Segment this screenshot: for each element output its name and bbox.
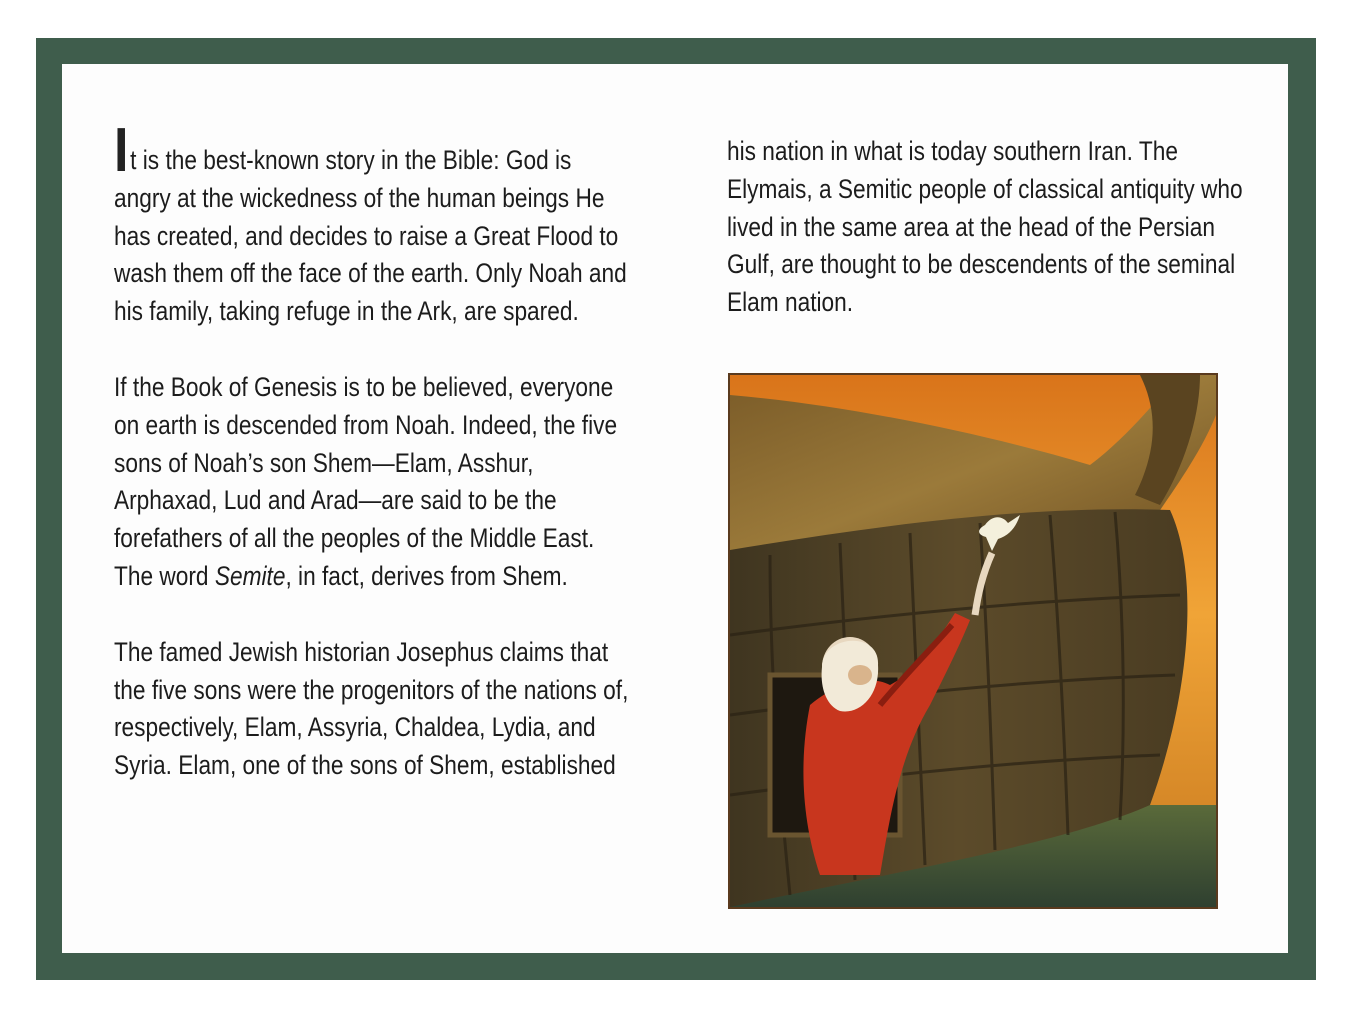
drop-cap: I [114,116,129,185]
paragraph-4: his nation in what is today southern Iran. The Elymais, a Semitic people of classical antiquity who lived in the same area at the head of the Persian Gulf, are thought to be descendents of the seminal Elam nation. [727,136,1243,318]
paragraph-1 [114,116,631,331]
paragraph-2 [114,369,631,596]
right-column [727,133,1248,322]
ark-painting [730,375,1216,907]
semite-term: Semite [214,560,286,591]
paragraph-2-text-b: , in fact, derives from Shem. [285,560,568,591]
paragraph-1-text: t is the best-known story in the Bible: God is angry at the wickedness of the human beings He has created, and decides to raise a Great Flood to wash them off the face of the earth. Only Noah and his family, taking refuge in the Ark, are spared. [114,145,627,327]
left-column [114,116,631,785]
paragraph-2-text-a: If the Book of Genesis is to be believed, everyone on earth is descended from Noah. Indeed, the five sons of Noah’s son Shem—Elam, Asshur, Arphaxad, Lud and Arad—are said to be the forefathers of all the peoples of the Middle East. The word [114,371,618,591]
paragraph-3: The famed Jewish historian Josephus claims that the five sons were the progenitors of the nations of, respectively, Elam, Assyria, Chaldea, Lydia, and Syria. Elam, one of the sons of Shem, established [114,636,629,781]
noah-ark-illustration [728,373,1218,909]
